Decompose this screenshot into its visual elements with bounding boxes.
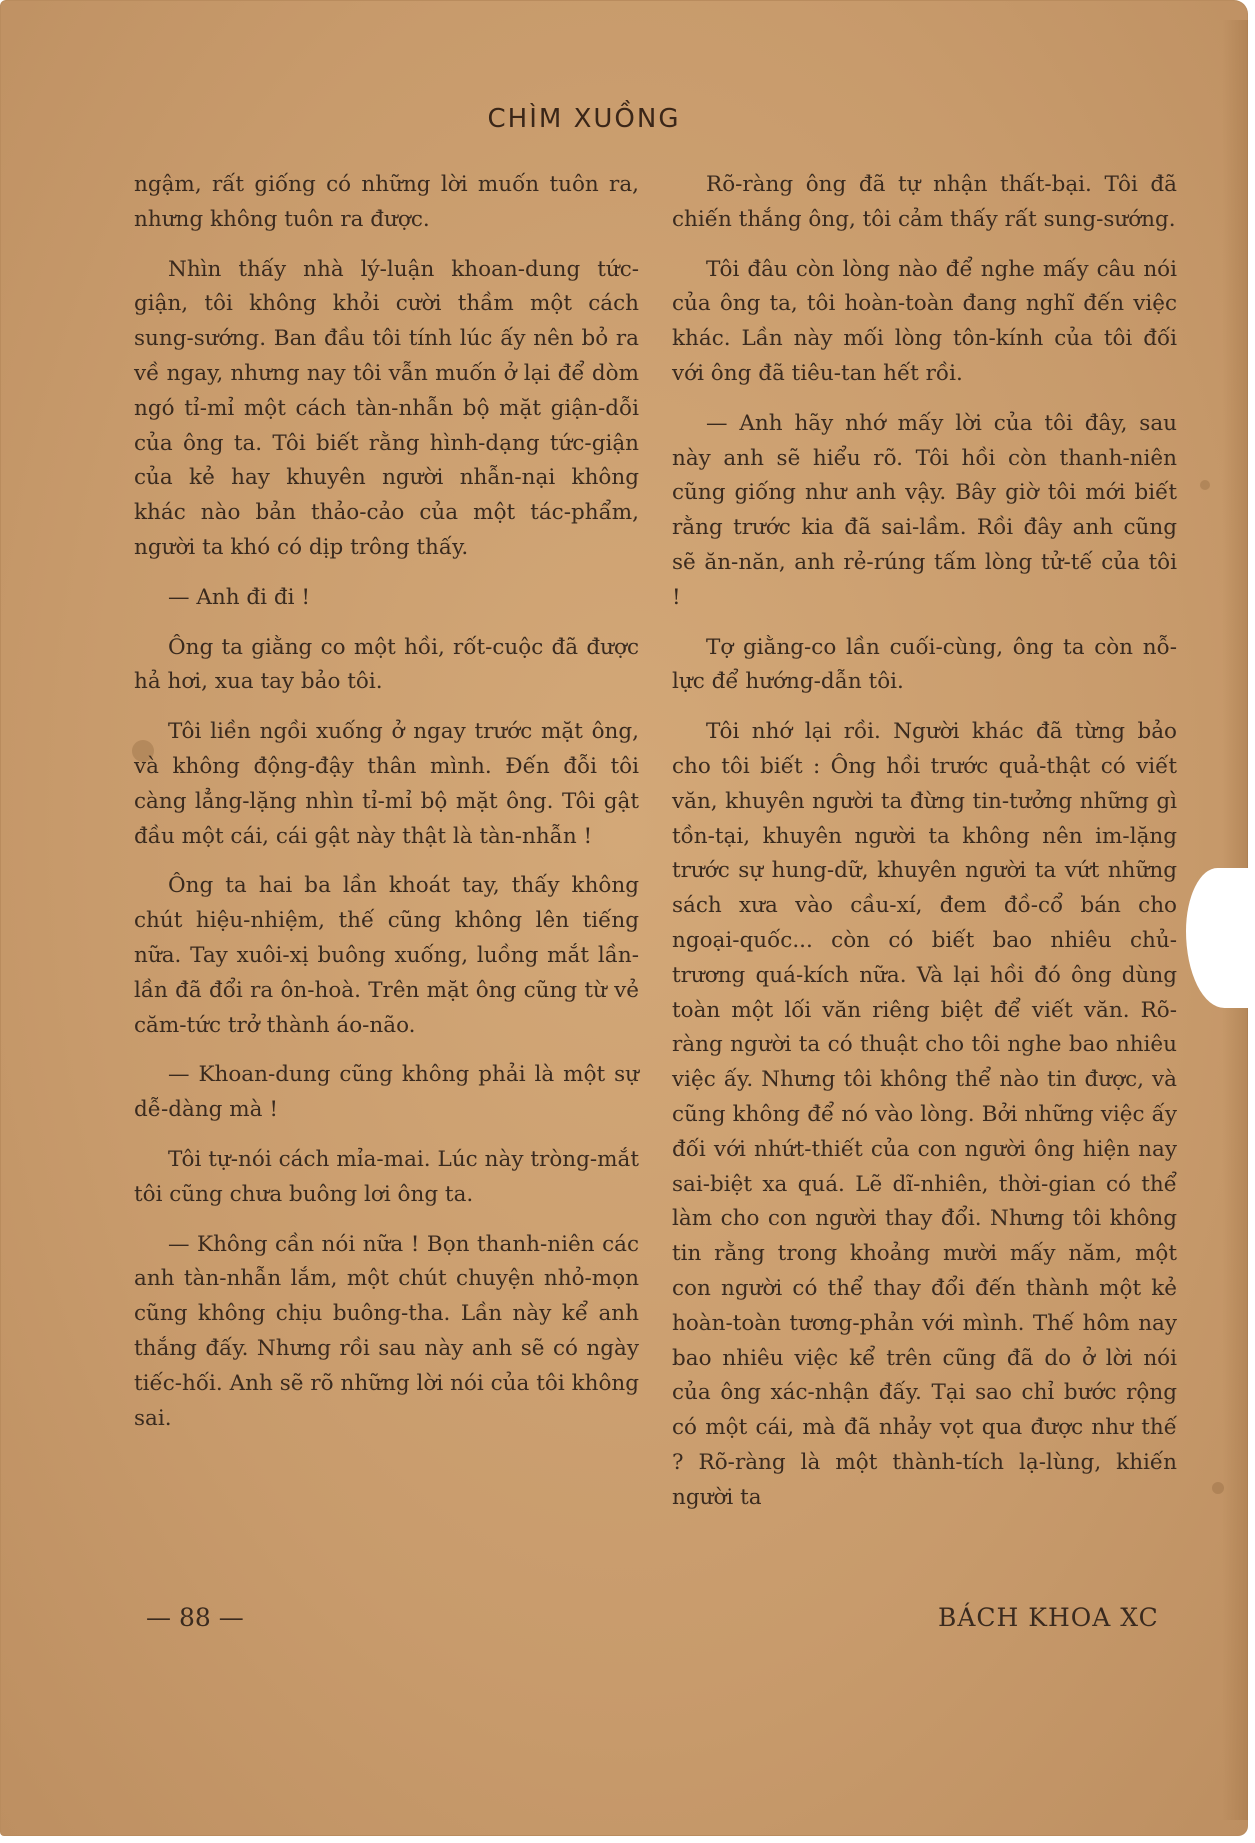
- paragraph: Tôi nhớ lại rồi. Người khác đã từng bảo cho tôi biết : Ông hồi trước quả-thật có viết văn, khuyên người ta đừng tin-tưởng những gì tồn-tại, khuyên người ta không nên im-lặng trước sự hung-dữ, khuyên người ta vứt những sách xưa vào cầu-xí, đem đồ-cổ bán cho ngoại-quốc... còn có biết bao nhiêu chủ-trương quá-kích nữa. Và lại hồi đó ông dùng toàn một lối văn riêng biệt để viết văn. Rõ-ràng người ta có thuật cho tôi nghe bao nhiêu việc ấy. Nhưng tôi không thể nào tin được, và cũng không để nó vào lòng. Bởi những việc ấy đối với nhứt-thiết của con người ông hiện nay sai-biệt xa quá. Lẽ dĩ-nhiên, thời-gian có thể làm cho con người thay đổi. Nhưng tôi không tin rằng trong khoảng mười mấy năm, một con người có thể thay đổi đến thành một kẻ hoàn-toàn tương-phản với mình. Thế hôm nay bao nhiêu việc kể trên cũng đã do ở lời nói của ông xác-nhận đấy. Tại sao chỉ bước rộng có một cái, mà đã nhảy vọt qua được như thế ? Rõ-ràng là một thành-tích lạ-lùng, khiến người ta: [672, 719, 1177, 1510]
- running-head: CHÌM XUỒNG: [487, 104, 681, 134]
- paragraph: Tợ giằng-co lần cuối-cùng, ông ta còn nỗ-lực để hướng-dẫn tôi.: [672, 634, 1177, 695]
- paragraph: Ông ta hai ba lần khoát tay, thấy không chút hiệu-nhiệm, thế cũng không lên tiếng nữa. Tay xuôi-xị buông xuống, luồng mắt lần-lần đã đổi ra ôn-hoà. Trên mặt ông cũng từ vẻ căm-tức trở thành áo-não.: [134, 873, 639, 1038]
- paragraph: Nhìn thấy nhà lý-luận khoan-dung tức-giận, tôi không khỏi cười thầm một cách sung-sướng. Ban đầu tôi tính lúc ấy nên bỏ ra về ngay, nhưng nay tôi vẫn muốn ở lại để dòm ngó tỉ-mỉ một cách tàn-nhẫn bộ mặt giận-dỗi của ông ta. Tôi biết rằng hình-dạng tức-giận của kẻ hay khuyên người nhẫn-nại không khác nào bản thảo-cảo của một tác-phẩm, người ta khó có dịp trông thấy.: [134, 256, 639, 560]
- dialogue-line: — Khoan-dung cũng không phải là một sự dễ-dàng mà !: [134, 1062, 639, 1123]
- dialogue-line: — Anh hãy nhớ mấy lời của tôi đây, sau này anh sẽ hiểu rõ. Tôi hồi còn thanh-niên cũng giống như anh vậy. Bây giờ tôi mới biết rằng trước kia đã sai-lầm. Rồi đây anh cũng sẽ ăn-năn, anh rẻ-rúng tấm lòng tử-tế của tôi !: [672, 410, 1177, 610]
- paragraph: Rõ-ràng ông đã tự nhận thất-bại. Tôi đã chiến thắng ông, tôi cảm thấy rất sung-sướng.: [672, 172, 1177, 232]
- dialogue-line: — Không cần nói nữa ! Bọn thanh-niên các anh tàn-nhẫn lắm, một chút chuyện nhỏ-mọn cũng không chịu buông-tha. Lần này kể anh thắng đấy. Nhưng rồi sau này anh sẽ có ngày tiếc-hối. Anh sẽ rõ những lời nói của tôi không sai.: [134, 1231, 639, 1431]
- page-number: — 88 —: [146, 1603, 244, 1632]
- publication-imprint: BÁCH KHOA XC: [938, 1603, 1159, 1632]
- paragraph: Tôi đâu còn lòng nào để nghe mấy câu nói của ông ta, tôi hoàn-toàn đang nghĩ đến việc khác. Lần này mối lòng tôn-kính của tôi đối với ông đã tiêu-tan hết rồi.: [672, 256, 1177, 386]
- left-column: [134, 168, 639, 1451]
- paragraph: Tôi tự-nói cách mỉa-mai. Lúc này tròng-mắt tôi cũng chưa buông lơi ông ta.: [134, 1146, 639, 1207]
- dialogue-line: — Anh đi đi !: [168, 584, 310, 610]
- torn-page-edge: [1186, 868, 1255, 1008]
- paper-stain: [1200, 480, 1210, 490]
- paragraph: ngậm, rất giống có những lời muốn tuôn ra, nhưng không tuôn ra được.: [134, 172, 639, 232]
- paper-stain: [1212, 1482, 1224, 1494]
- right-column: [672, 168, 1177, 1530]
- paragraph: Ông ta giằng co một hồi, rốt-cuộc đã được hả hơi, xua tay bảo tôi.: [134, 634, 639, 695]
- paragraph: Tôi liền ngồi xuống ở ngay trước mặt ông, và không động-đậy thân mình. Đến đỗi tôi càng lẳng-lặng nhìn tỉ-mỉ bộ mặt ông. Tôi gật đầu một cái, cái gật này thật là tàn-nhẫn !: [134, 719, 639, 849]
